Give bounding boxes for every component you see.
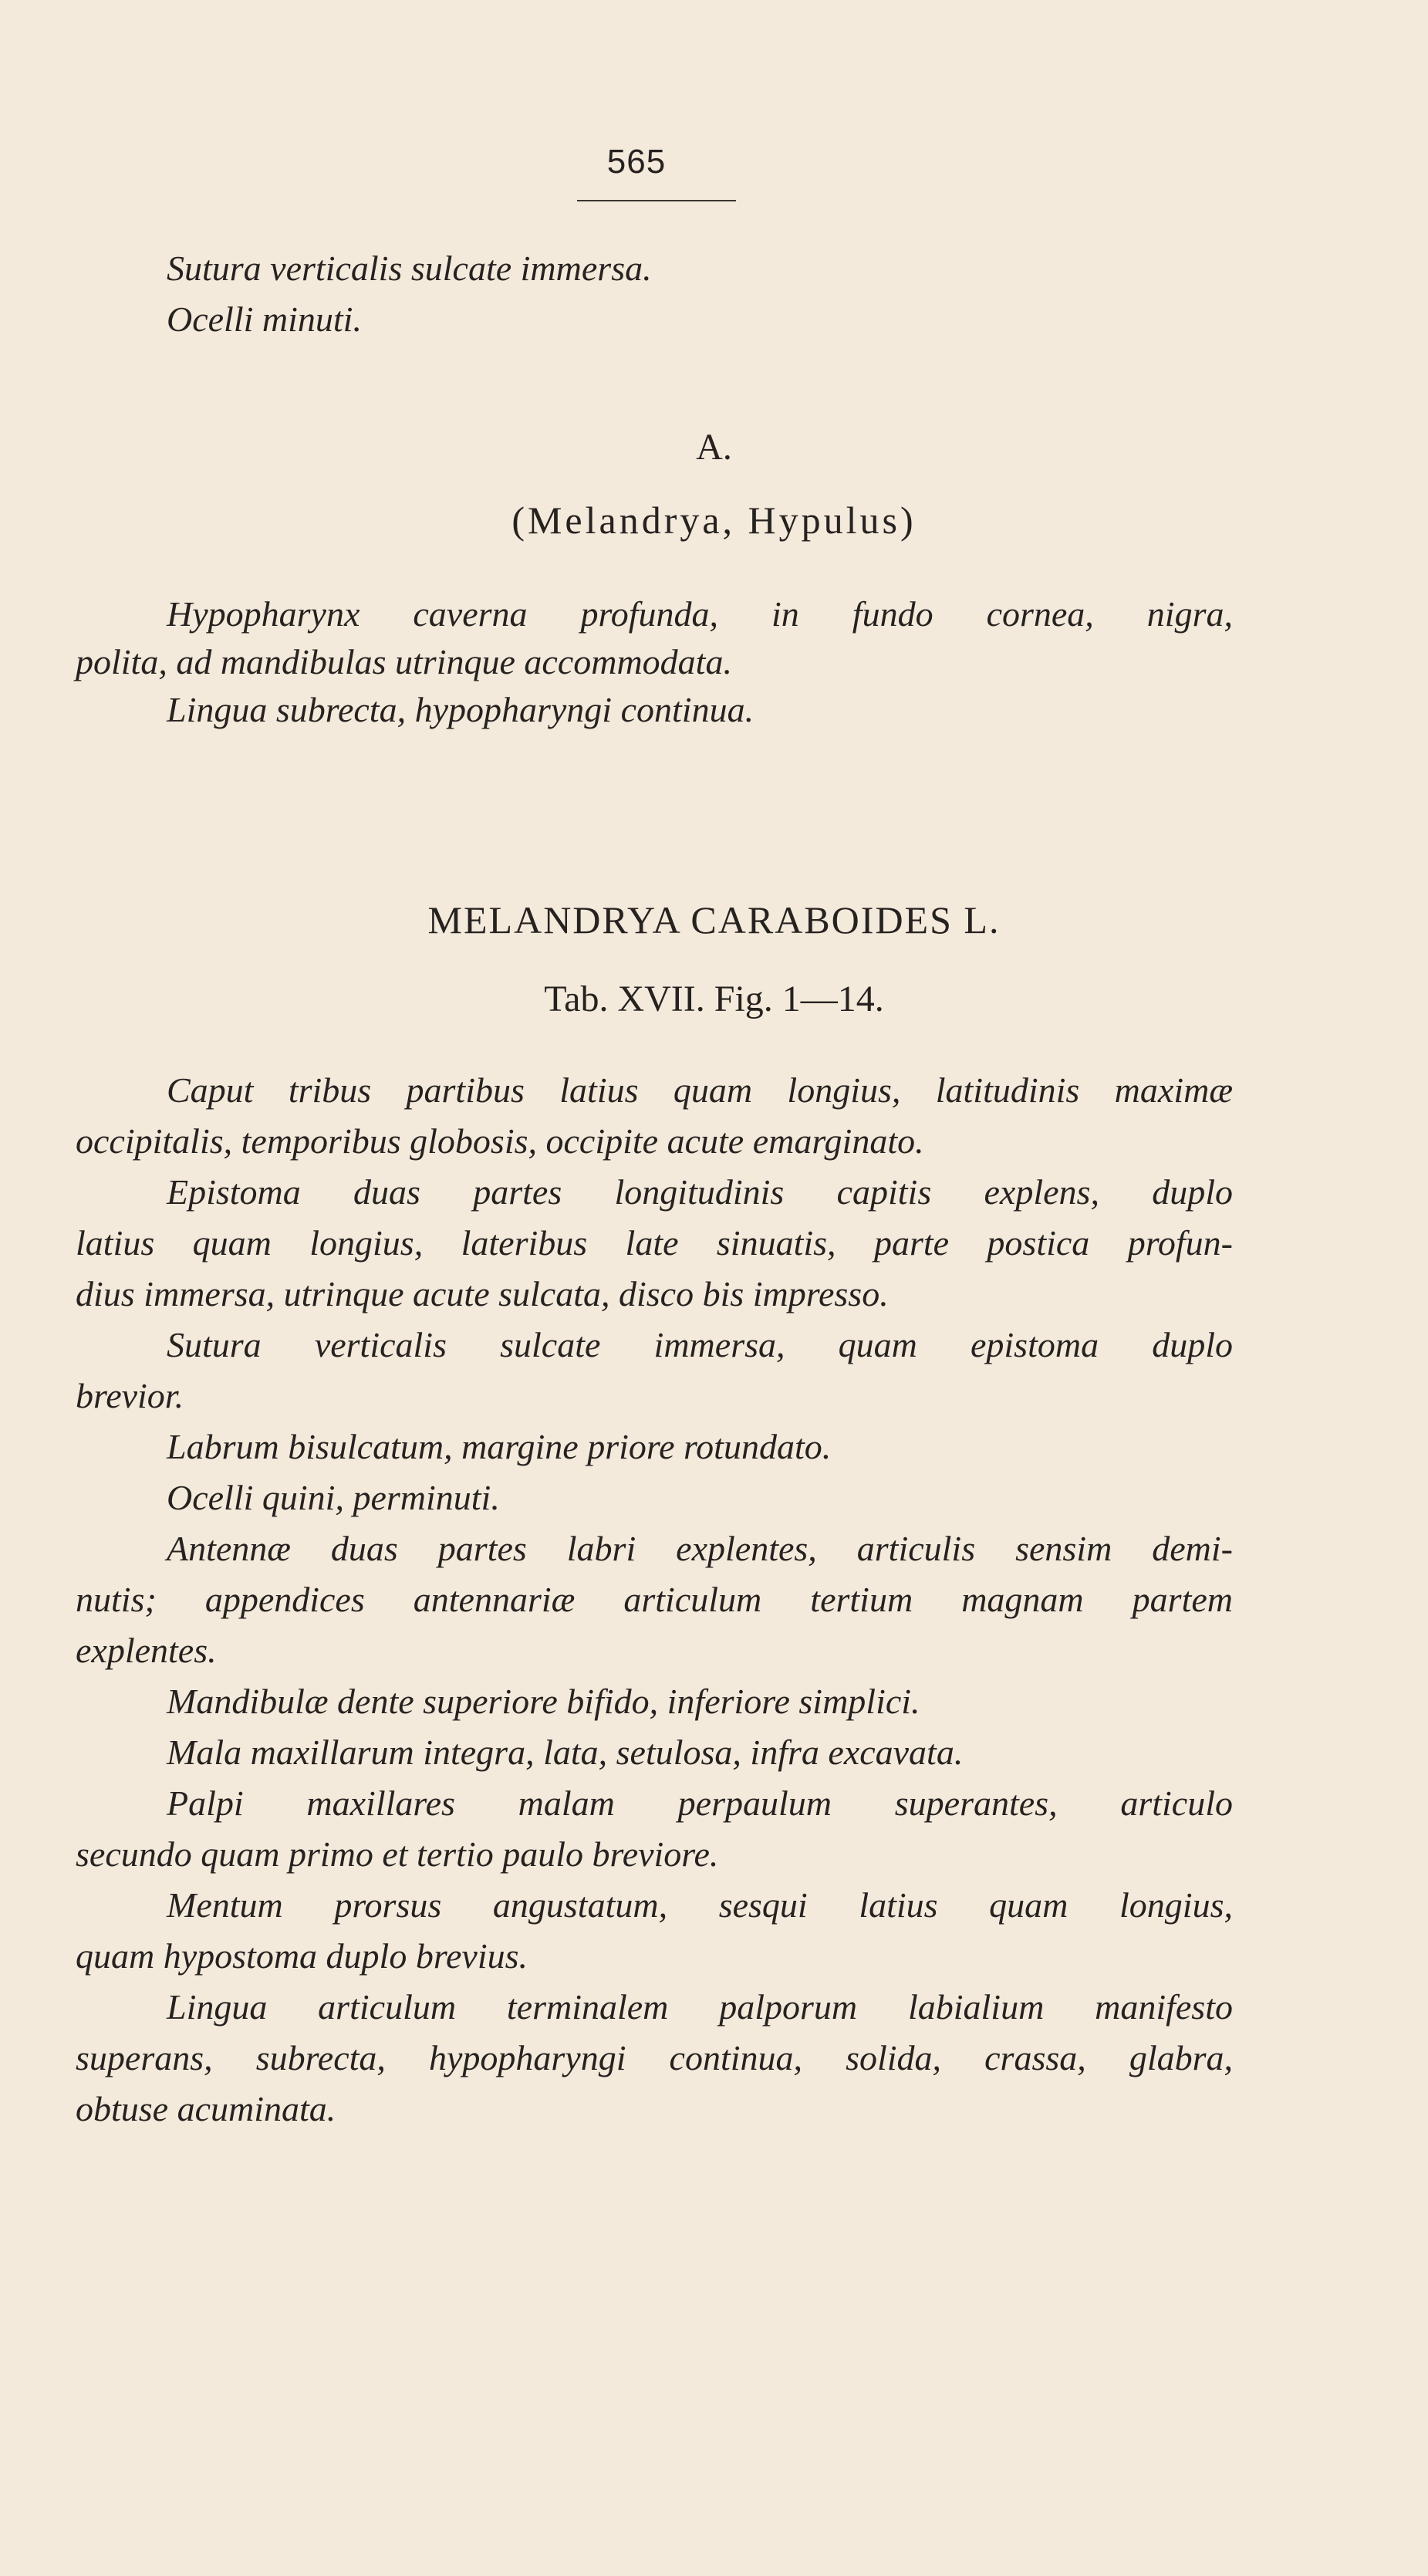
description-line: Mandibulæ dente superiore bifido, inferiore simplici. [167,1682,920,1721]
description-line: quam hypostoma duplo brevius. [76,1936,528,1976]
description-line: brevior. [76,1376,184,1415]
section-line: Hypopharynx caverna profunda, in fundo cornea, nigra, [167,594,1233,634]
section-letter: A. [696,427,732,468]
species-reference: Tab. XVII. Fig. 1—14. [544,979,884,1019]
description-line: Antennæ duas partes labri explentes, articulis sensim demi- [167,1529,1233,1568]
page-number: 565 [606,143,667,181]
description-line: Mala maxillarum integra, lata, setulosa, infra excavata. [167,1733,964,1772]
description-line: nutis; appendices antennariæ articulum tertium magnam partem [76,1580,1233,1619]
description-line: explentes. [76,1631,217,1670]
description-line: occipitalis, temporibus globosis, occipite acute emarginato. [76,1121,924,1161]
description-line: Lingua articulum terminalem palporum labialium manifesto [167,1987,1233,2027]
description-line: obtuse acuminata. [76,2089,336,2128]
section-genera: (Melandrya, Hypulus) [511,499,917,542]
section-line: Lingua subrecta, hypopharyngi continua. [167,690,755,729]
description-line: secundo quam primo et tertio paulo breviore. [76,1834,719,1874]
description-line: latius quam longius, lateribus late sinuatis, parte postica profun- [76,1223,1233,1263]
description-line: dius immersa, utrinque acute sulcata, disco bis impresso. [76,1274,889,1313]
description-line: superans, subrecta, hypopharyngi continua, solida, crassa, glabra, [76,2038,1233,2077]
description-line: Mentum prorsus angustatum, sesqui latius quam longius, [167,1885,1233,1925]
description-line: Caput tribus partibus latius quam longius, latitudinis maximæ [167,1070,1233,1110]
header-rule [577,200,736,201]
description-line: Sutura verticalis sulcate immersa, quam epistoma duplo [167,1325,1233,1364]
description-line: Labrum bisulcatum, margine priore rotundato. [167,1427,832,1466]
intro-line: Ocelli minuti. [167,299,362,339]
description-line: Epistoma duas partes longitudinis capitis explens, duplo [167,1172,1233,1212]
intro-line: Sutura verticalis sulcate immersa. [167,248,652,288]
section-line: polita, ad mandibulas utrinque accommodata. [76,642,732,681]
description-line: Ocelli quini, perminuti. [167,1478,500,1517]
species-title: MELANDRYA CARABOIDES L. [427,898,1001,941]
description-line: Palpi maxillares malam perpaulum superantes, articulo [167,1783,1233,1823]
